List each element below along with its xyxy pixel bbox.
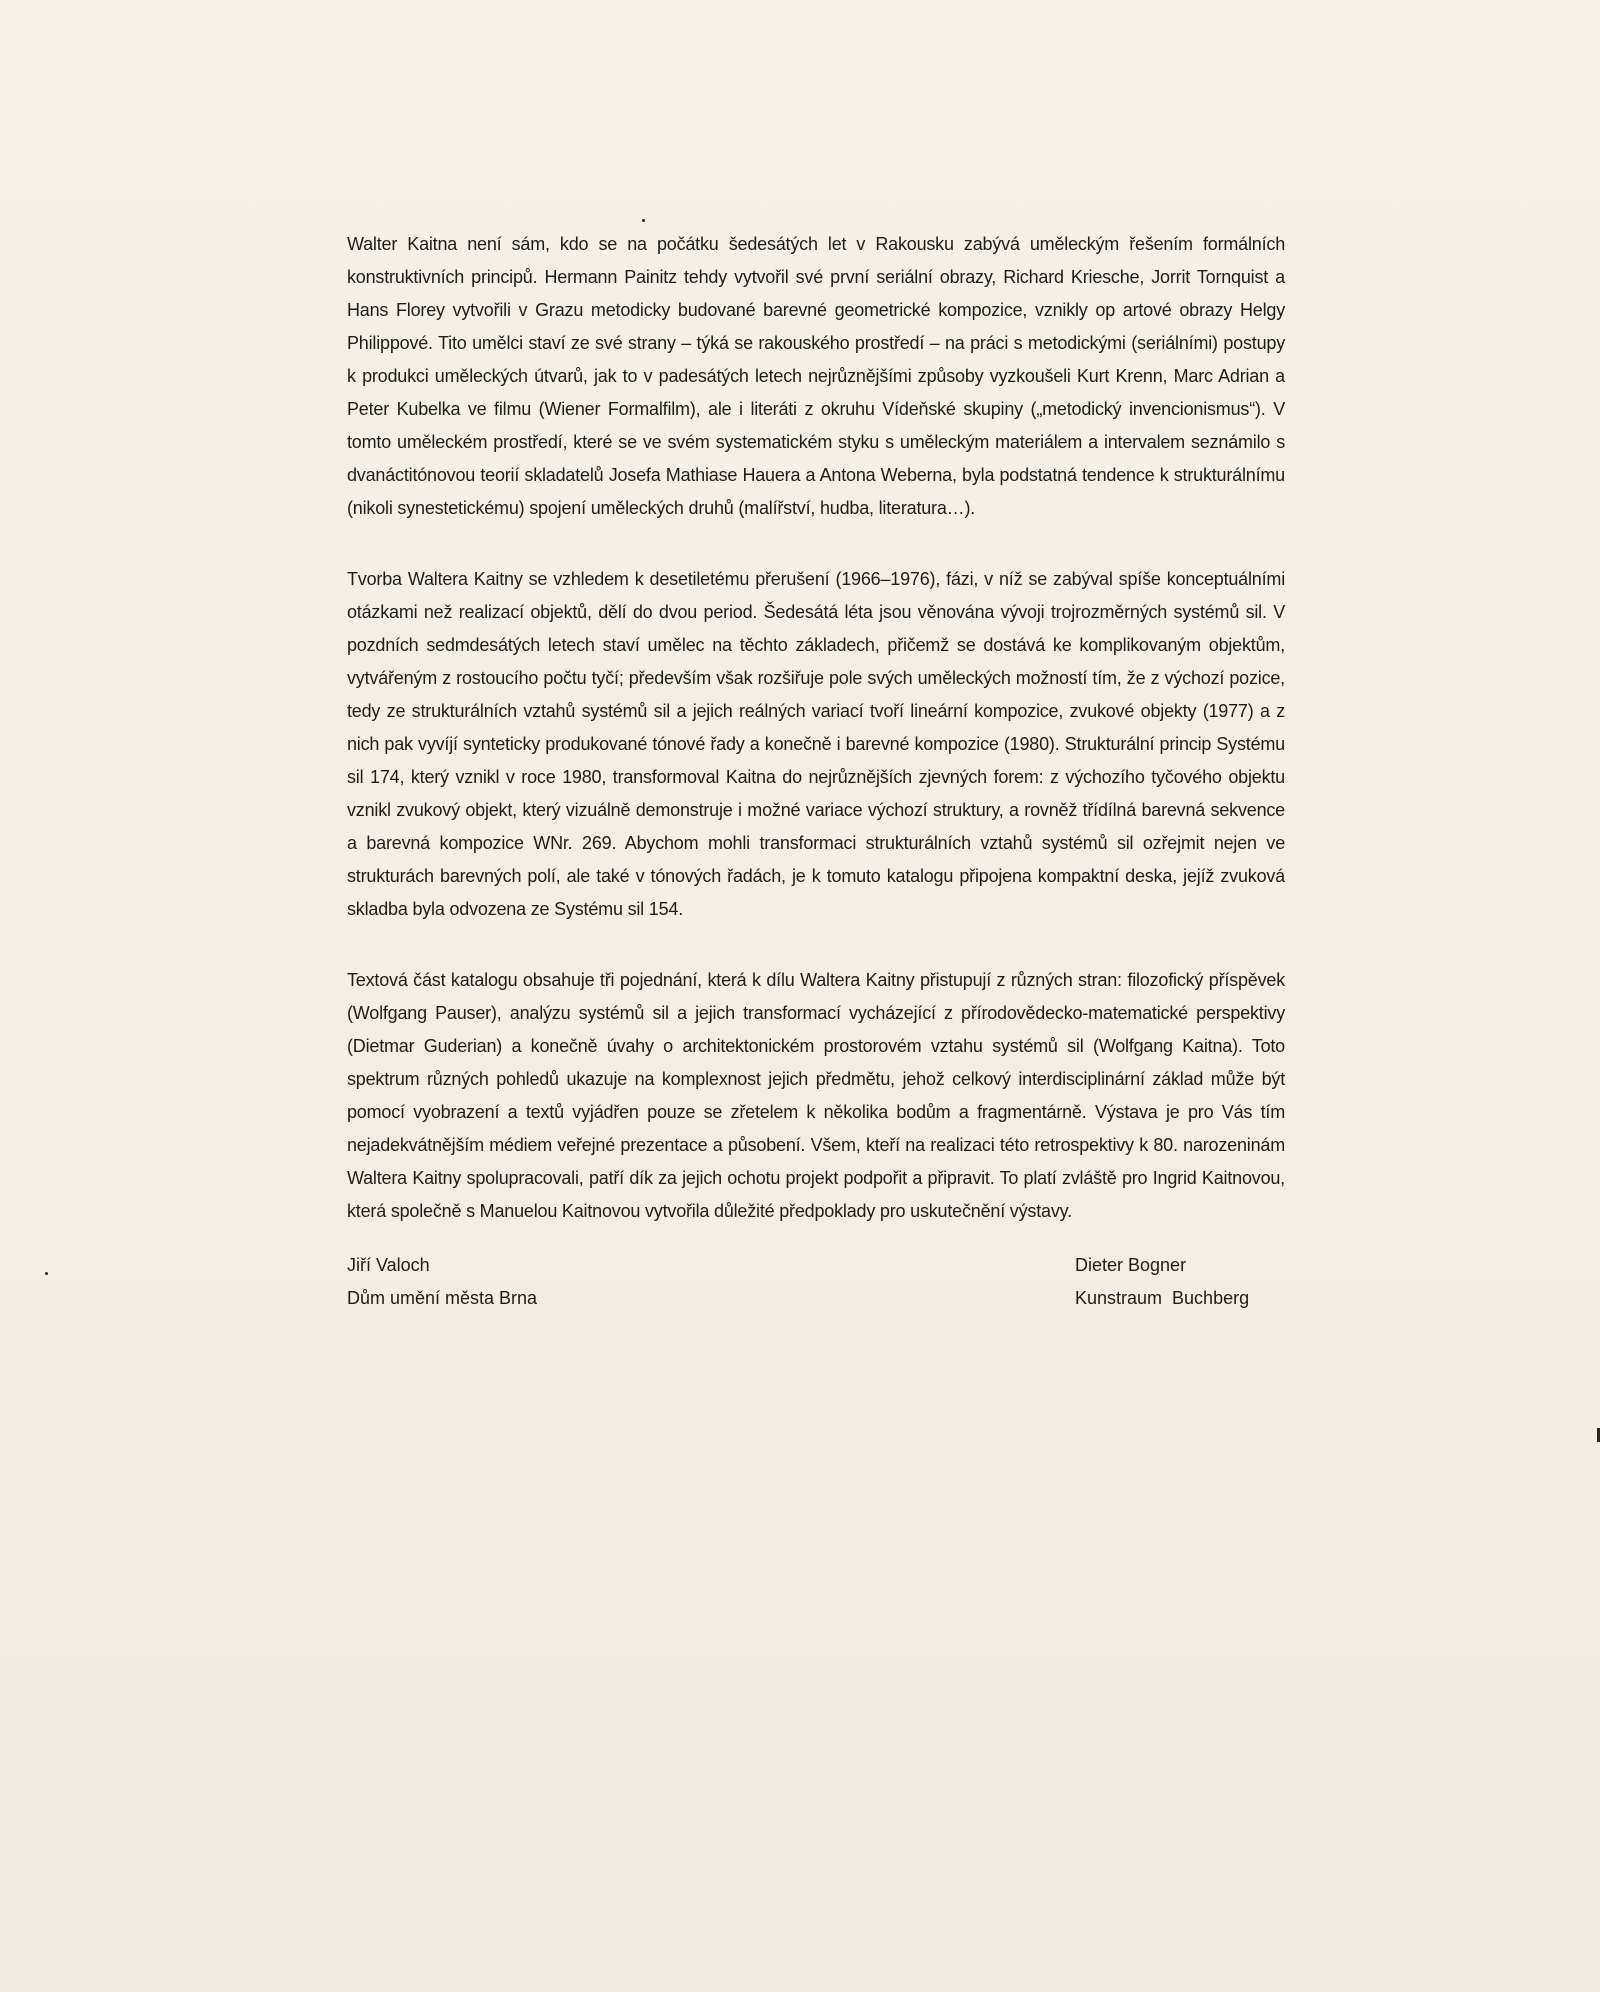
signature-left-institution: Dům umění města Brna bbox=[347, 1288, 538, 1308]
signature-right bbox=[1075, 1249, 1285, 1315]
signature-right-institution: Kunstraum Buchberg bbox=[1075, 1288, 1250, 1308]
signature-right-name: Dieter Bogner bbox=[1075, 1255, 1187, 1275]
body-text bbox=[347, 228, 1285, 1266]
paper-speck bbox=[45, 1272, 48, 1275]
paragraph-work-periods: Tvorba Waltera Kaitny se vzhledem k desetiletému přerušení (1966–1976), fázi, v níž se zabýval spíše konceptuálními otázkami než realizací objektů, dělí do dvou period. Šedesátá léta jsou věnována vývoji trojrozměrných systémů sil. V pozdních sedmdesátých letech staví umělec na těchto základech, přičemž se dostává ke komplikovaným objektům, vytvářeným z rostoucího počtu tyčí; především však rozšiřuje pole svých uměleckých možností tím, že z výchozí pozice, tedy ze strukturálních vztahů systémů sil a jejich reálných variací tvoří lineární kompozice, zvukové objekty (1977) a z nich pak vyvíjí synteticky produkované tónové řady a konečně i barevné kompozice (1980). Strukturální princip Systému sil 174, který vznikl v roce 1980, transformoval Kaitna do nejrůznějších zjevných forem: z výchozího tyčového objektu vznikl zvukový objekt, který vizuálně demonstruje i možné variace výchozí struktury, a rovněž třídílná barevná sekvence a barevná kompozice WNr. 269. Abychom mohli transformaci strukturálních vztahů systémů sil ozřejmit nejen ve strukturách barevných polí, ale také v tónových řadách, je k tomuto katalogu připojena kompaktní deska, jejíž zvuková skladba byla odvozena ze Systému sil 154. bbox=[347, 569, 1285, 919]
signature-left bbox=[347, 1249, 537, 1315]
paragraph-catalog-contents: Textová část katalogu obsahuje tři pojednání, která k dílu Waltera Kaitny přistupují z různých stran: filozofický příspěvek (Wolfgang Pauser), analýzu systémů sil a jejich transformací vycházející z přírodovědecko-matematické perspektivy (Dietmar Guderian) a konečně úvahy o architektonickém prostorovém vztahu systémů sil (Wolfgang Kaitna). Toto spektrum různých pohledů ukazuje na komplexnost jejich předmětu, jehož celkový interdisciplinární základ může být pomocí vyobrazení a textů vyjádřen pouze se zřetelem k několika bodům a fragmentárně. Výstava je pro Vás tím nejadekvátnějším médiem veřejné prezentace a působení. Všem, kteří na realizaci této retrospektivy k 80. narozeninám Waltera Kaitny spolupracovali, patří dík za jejich ochotu projekt podpořit a připravit. To platí zvláště pro Ingrid Kaitnovou, která společně s Manuelou Kaitnovou vytvořila důležité předpoklady pro uskutečnění výstavy. bbox=[347, 970, 1285, 1221]
paragraph-intro: Walter Kaitna není sám, kdo se na počátku šedesátých let v Rakousku zabývá uměleckým řešením formálních konstruktivních principů. Hermann Painitz tehdy vytvořil své první seriální obrazy, Richard Kriesche, Jorrit Tornquist a Hans Florey vytvořili v Grazu metodicky budované barevné geometrické kompozice, vznikly op artové obrazy Helgy Philippové. Tito umělci staví ze své strany – týká se rakouského prostředí – na práci s metodickými (seriálními) postupy k produkci uměleckých útvarů, jak to v padesátých letech nejrůznějšími způsoby vyzkoušeli Kurt Krenn, Marc Adrian a Peter Kubelka ve filmu (Wiener Formalfilm), ale i literáti z okruhu Vídeňské skupiny („metodický invencionismus“). V tomto uměleckém prostředí, které se ve svém systematickém styku s uměleckým materiálem a intervalem seznámilo s dvanáctitónovou teorií skladatelů Josefa Mathiase Hauera a Antona Weberna, byla podstatná tendence k strukturálnímu (nikoli synestetickému) spojení uměleckých druhů (malířství, hudba, literatura…). bbox=[347, 234, 1285, 518]
paper-speck bbox=[642, 219, 645, 222]
signature-left-name: Jiří Valoch bbox=[347, 1255, 430, 1275]
signature-block bbox=[347, 1249, 1285, 1329]
